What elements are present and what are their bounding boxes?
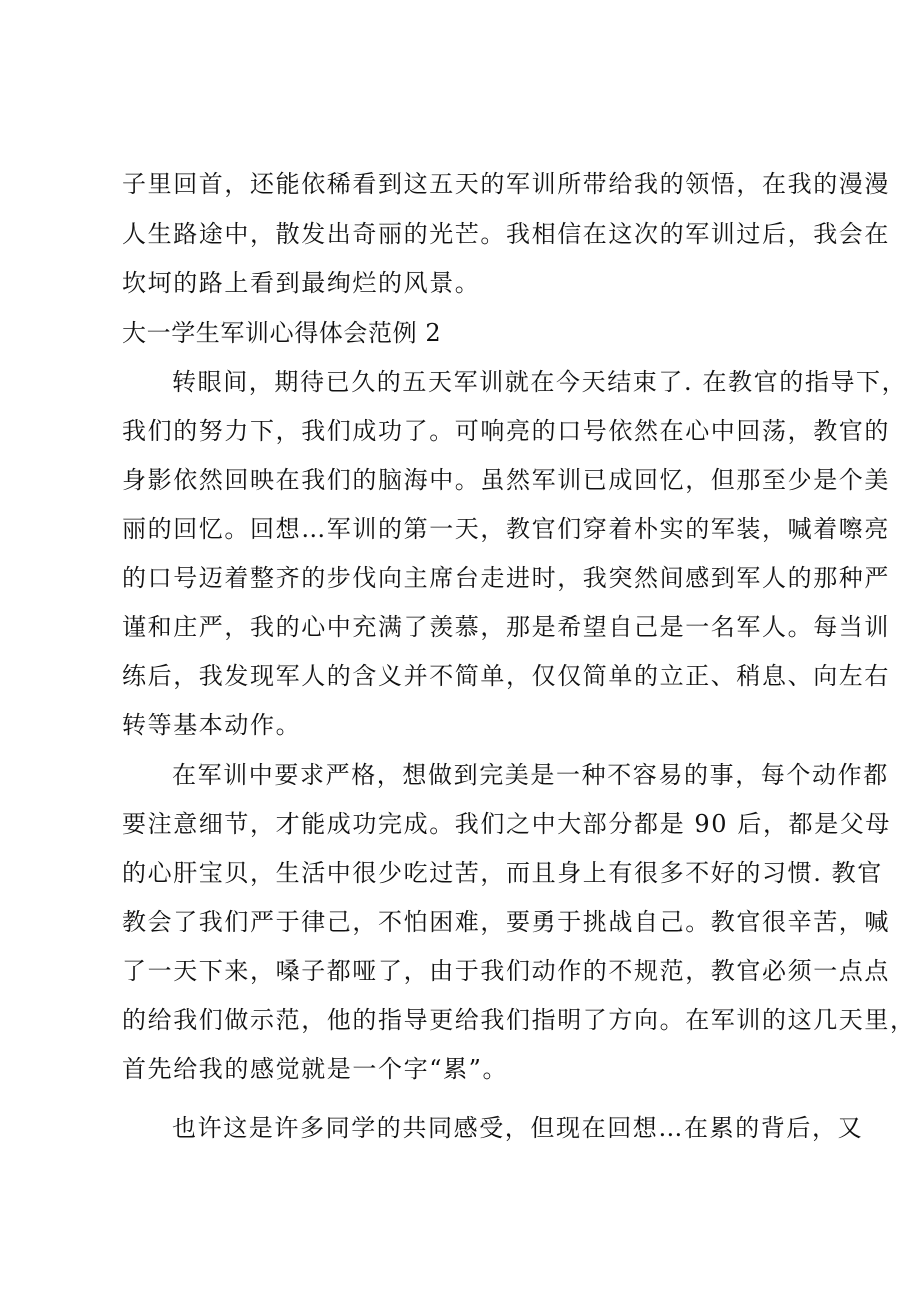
paragraph-line: 的心肝宝贝，生活中很少吃过苦，而且身上有很多不好的习惯. 教官 [122, 859, 883, 887]
paragraph-line: 了一天下来，嗓子都哑了，由于我们动作的不规范，教官必须一点点 [122, 957, 890, 985]
paragraph-line: 首先给我的感觉就是一个字“累”。 [122, 1055, 509, 1083]
paragraph-line: 练后，我发现军人的含义并不简单，仅仅简单的立正、稍息、向左右 [122, 662, 890, 690]
paragraph-line: 谨和庄严，我的心中充满了羡慕，那是希望自己是一名军人。每当训 [122, 613, 890, 641]
paragraph-line: 转等基本动作。 [122, 711, 302, 739]
paragraph-line: 的口号迈着整齐的步伐向主席台走进时，我突然间感到军人的那种严 [122, 564, 890, 592]
paragraph-line: 坎坷的路上看到最绚烂的风景。 [122, 269, 481, 297]
paragraph-line: 我们的努力下，我们成功了。可响亮的口号依然在心中回荡，教官的 [122, 417, 890, 445]
paragraph-line: 子里回首，还能依稀看到这五天的军训所带给我的领悟，在我的漫漫 [122, 170, 890, 198]
paragraph-line: 转眼间，期待已久的五天军训就在今天结束了. 在教官的指导下， [172, 368, 908, 396]
paragraph-line: 的给我们做示范，他的指导更给我们指明了方向。在军训的这几天里， [122, 1006, 916, 1034]
paragraph-line: 丽的回忆。回想…军训的第一天，教官们穿着朴实的军装，喊着嚓亮 [122, 515, 890, 543]
paragraph-line: 人生路途中，散发出奇丽的光芒。我相信在这次的军训过后，我会在 [122, 220, 890, 248]
paragraph-line: 要注意细节，才能成功完成。我们之中大部分都是 90 后，都是父母 [122, 810, 891, 838]
paragraph-line: 身影依然回映在我们的脑海中。虽然军训已成回忆，但那至少是个美 [122, 466, 890, 494]
paragraph-line: 也许这是许多同学的共同感受，但现在回想…在累的背后，又 [172, 1114, 864, 1142]
paragraph-line: 教会了我们严于律己，不怕困难，要勇于挑战自己。教官很辛苦，喊 [122, 908, 890, 936]
section-heading: 大一学生军训心得体会范例 2 [122, 319, 442, 347]
paragraph-line: 在军训中要求严格，想做到完美是一种不容易的事，每个动作都 [172, 761, 889, 789]
